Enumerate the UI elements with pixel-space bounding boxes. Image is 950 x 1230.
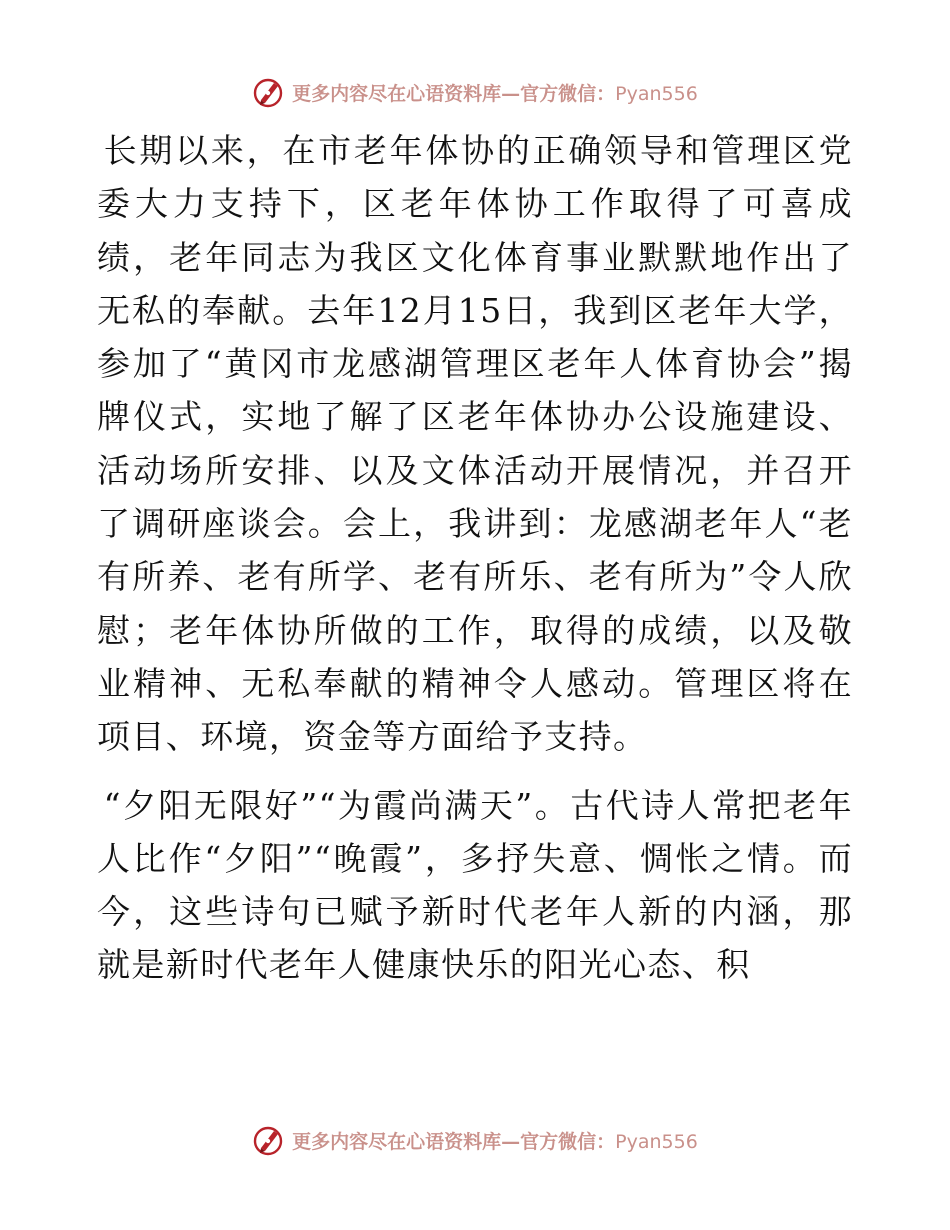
footer-banner	[0, 1120, 950, 1160]
pen-logo-icon	[252, 75, 286, 109]
footer-wechat-id: Pyan556	[615, 1130, 698, 1153]
document-body	[97, 124, 853, 992]
header-site-text: 更多内容尽在心语资料库—官方微信：	[292, 82, 616, 105]
paragraph-1: 长期以来，在市老年体协的正确领导和管理区党委大力支持下，区老年体协工作取得了可喜成绩，老年同志为我区文化体育事业默默地作出了无私的奉献。去年12月15日，我到区老年大学，参加了“黄冈市龙感湖管理区老年人体育协会”揭牌仪式，实地了解了区老年体协办公设施建设、活动场所安排、以及文体活动开展情况，并召开了调研座谈会。会上，我讲到：龙感湖老年人“老有所养、老有所学、老有所乐、老有所为”令人欣慰；老年体协所做的工作，取得的成绩，以及敬业精神、无私奉献的精神令人感动。管理区将在项目、环境，资金等方面给予支持。	[97, 131, 853, 757]
header-banner-text	[292, 79, 698, 106]
header-banner	[0, 72, 950, 112]
footer-site-text: 更多内容尽在心语资料库—官方微信：	[292, 1130, 616, 1153]
header-wechat-id: Pyan556	[615, 82, 698, 105]
pen-logo-icon	[252, 1123, 286, 1157]
footer-banner-text	[292, 1127, 698, 1154]
paragraph-2: “夕阳无限好”“为霞尚满天”。古代诗人常把老年人比作“夕阳”“晚霞”，多抒失意、惆怅之情。而今，这些诗句已赋予新时代老年人新的内涵，那就是新时代老年人健康快乐的阳光心态、积	[97, 785, 853, 985]
